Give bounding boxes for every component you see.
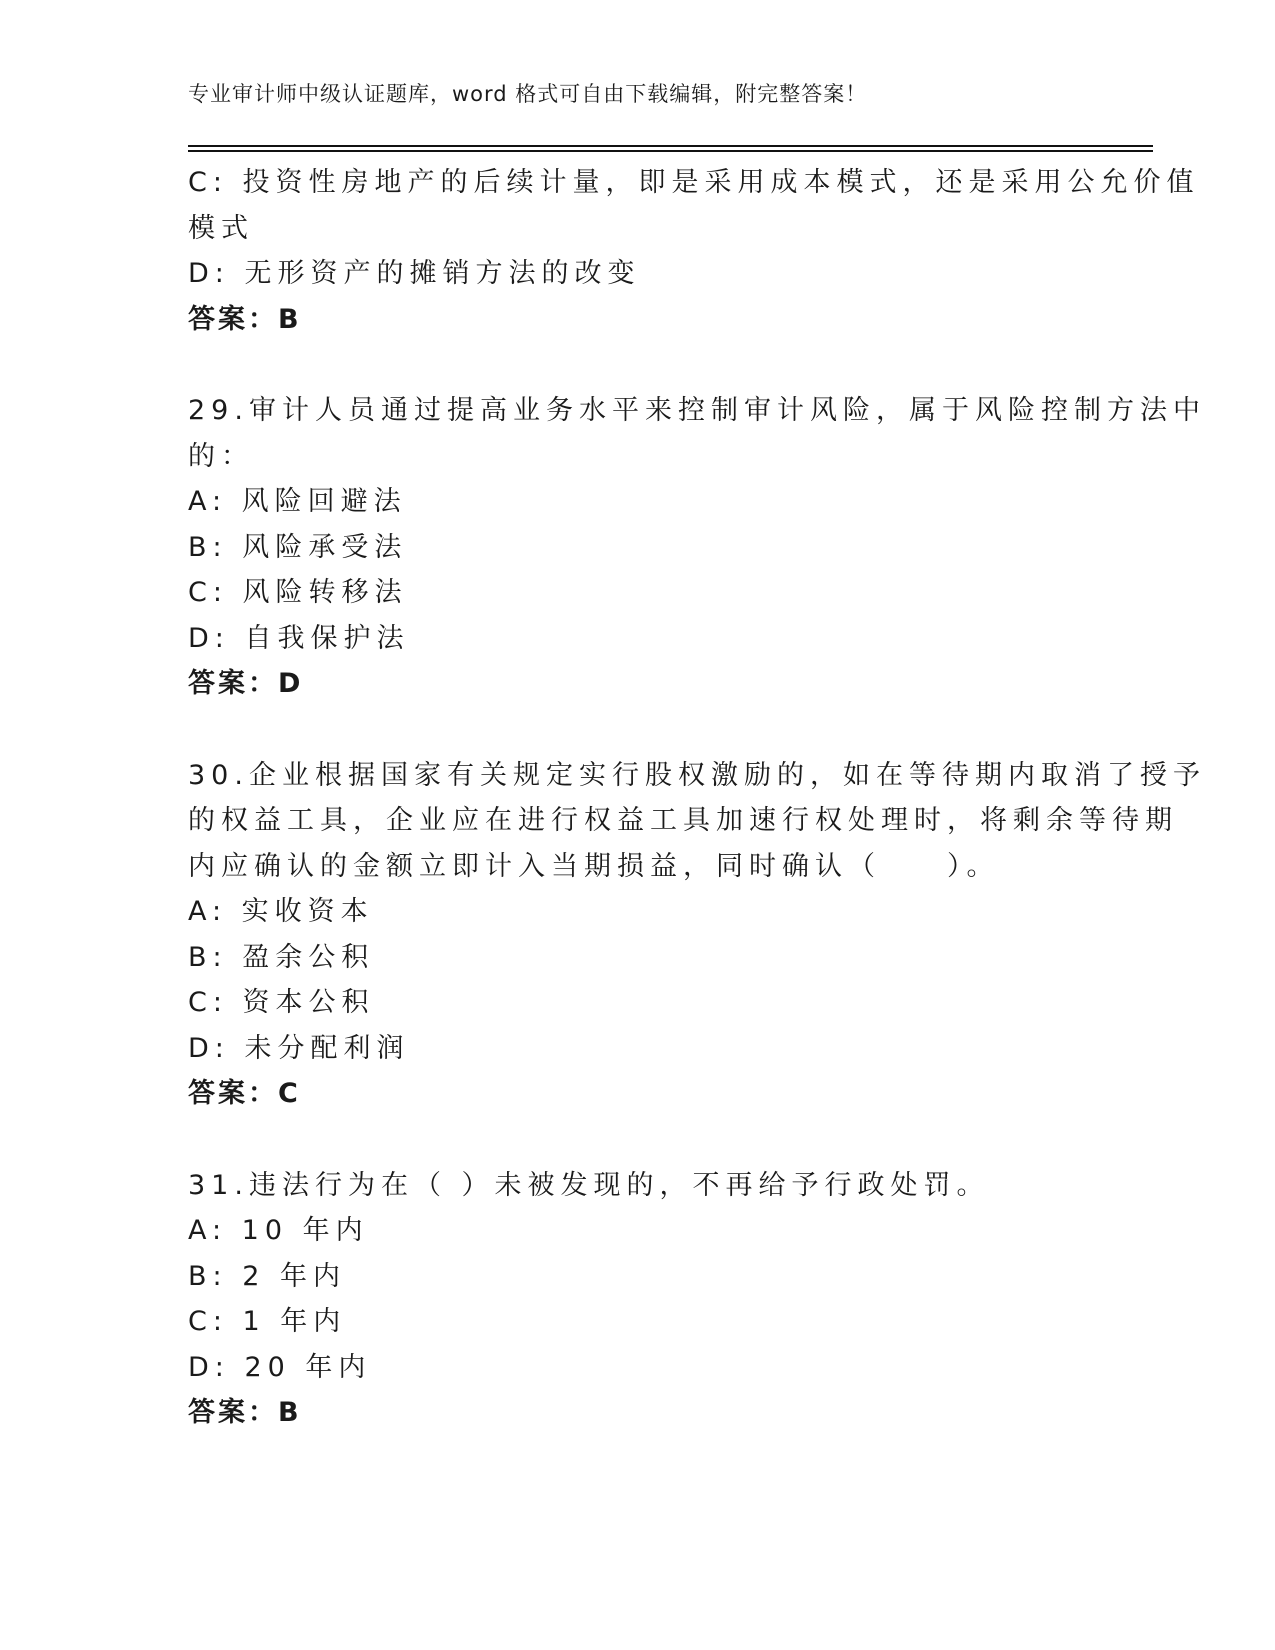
option-c: C: 投资性房地产的后续计量，即是采用成本模式，还是采用公允价值	[188, 167, 1200, 198]
page-header: 专业审计师中级认证题库，word 格式可自由下载编辑，附完整答案！	[188, 82, 868, 106]
option-a: A: 风险回避法	[188, 486, 407, 517]
question-stem-continued: 内应确认的金额立即计入当期损益，同时确认（ ）。	[188, 850, 1000, 882]
option-b: B: 风险承受法	[188, 531, 408, 563]
question-stem: 30.企业根据国家有关规定实行股权激励的，如在等待期内取消了授予	[188, 759, 1206, 791]
answer: 答案：B	[188, 1397, 302, 1428]
option-d: D: 无形资产的摊销方法的改变	[188, 258, 641, 289]
option-b: B: 2 年内	[188, 1260, 346, 1292]
option-a: A: 10 年内	[188, 1215, 369, 1246]
option-c: C: 资本公积	[188, 987, 375, 1018]
option-c: C: 风险转移法	[188, 577, 408, 608]
option-c-continued: 模式	[188, 212, 254, 244]
answer: 答案：C	[188, 1078, 301, 1109]
question-list	[188, 160, 1206, 1436]
answer: 答案：B	[188, 303, 302, 335]
question-31	[188, 1163, 1088, 1436]
header-divider-top	[188, 145, 1153, 147]
question-stem-continued: 的权益工具，企业应在进行权益工具加速行权处理时，将剩余等待期	[188, 805, 1178, 836]
question-29	[188, 388, 1206, 707]
answer: 答案：D	[188, 668, 304, 699]
header-divider-bottom	[188, 150, 1153, 152]
option-d: D: 自我保护法	[188, 622, 410, 654]
question-stem: 31.违法行为在（ ）未被发现的，不再给予行政处罚。	[188, 1169, 990, 1201]
question-28-continued	[188, 160, 1200, 342]
option-c: C: 1 年内	[188, 1306, 347, 1337]
question-stem-continued: 的：	[188, 440, 254, 472]
question-stem: 29.审计人员通过提高业务水平来控制审计风险，属于风险控制方法中	[188, 395, 1206, 426]
question-30	[188, 753, 1206, 1117]
option-a: A: 实收资本	[188, 896, 374, 927]
option-d: D: 20 年内	[188, 1351, 372, 1383]
option-d: D: 未分配利润	[188, 1032, 410, 1064]
option-b: B: 盈余公积	[188, 941, 375, 973]
